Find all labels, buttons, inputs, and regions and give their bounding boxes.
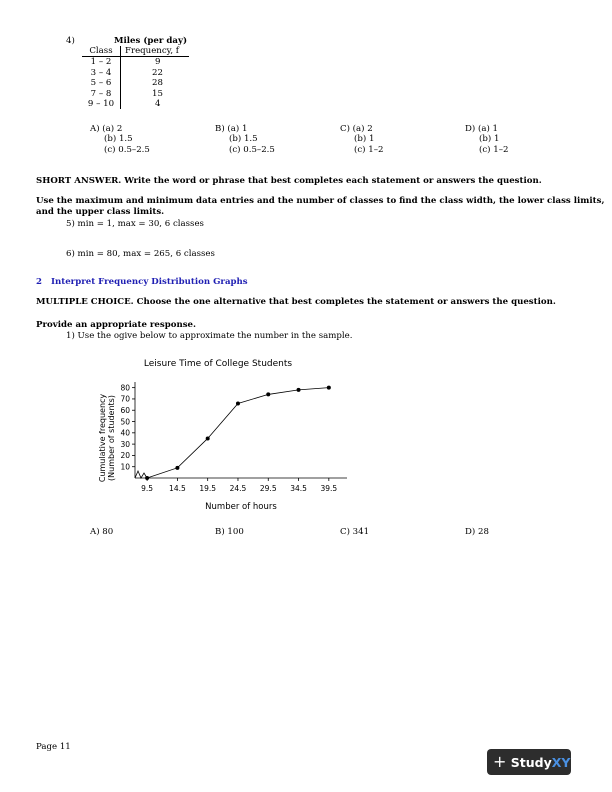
choice-c-part-b: (b) 1: [354, 134, 375, 145]
choice-a-part-b: (b) 1.5: [104, 134, 133, 145]
question-6: 6) min = 80, max = 265, 6 classes: [66, 249, 215, 259]
table-row: [82, 78, 189, 88]
table-title: Miles (per day): [114, 36, 188, 46]
choice-c-part-a: C) (a) 2: [340, 124, 373, 134]
y-tick-label: 40: [120, 428, 130, 438]
data-point: [236, 401, 240, 405]
x-axis-label: Number of hours: [205, 502, 277, 512]
y-tick-label: 80: [120, 383, 130, 393]
class-cell: 3 – 4: [82, 68, 121, 78]
class-cell: 7 – 8: [82, 89, 121, 99]
table-row: [82, 57, 189, 68]
choice-c-part-c: (c) 1–2: [354, 144, 384, 155]
choice-b-part-b: (b) 1.5: [229, 134, 258, 145]
choice-d[interactable]: [465, 124, 508, 155]
instruction-line-2: and the upper class limits.: [36, 207, 165, 217]
section-number: 2: [36, 277, 42, 287]
frequency-cell: 15: [152, 88, 163, 99]
table-row: [82, 68, 189, 78]
column-header-class: Class: [82, 46, 121, 57]
page-number: Page 11: [36, 742, 71, 752]
plus-icon: +: [493, 752, 507, 771]
x-tick-label: 9.5: [141, 484, 154, 493]
y-tick-label: 10: [120, 462, 130, 472]
data-point: [175, 466, 179, 470]
x-tick-label: 34.5: [290, 484, 307, 493]
ogive-chart: [90, 352, 360, 522]
section-header: [36, 277, 248, 287]
mc-choice-a[interactable]: A) 80: [90, 527, 114, 537]
y-tick-label: 50: [120, 417, 130, 427]
break-squiggle: [135, 471, 147, 478]
choice-a-part-a: A) (a) 2: [90, 124, 123, 134]
y-tick-label: 20: [120, 451, 130, 461]
choice-d-part-a: D) (a) 1: [465, 124, 499, 134]
choice-c[interactable]: [340, 124, 383, 155]
frequency-cell: 9: [155, 57, 161, 68]
class-cell: 1 – 2: [82, 57, 121, 68]
choice-a-part-c: (c) 0.5–2.5: [104, 144, 150, 155]
x-tick-label: 29.5: [259, 484, 277, 493]
choice-b-part-a: B) (a) 1: [215, 124, 248, 134]
choice-d-part-c: (c) 1–2: [479, 144, 509, 155]
x-tick-label: 39.5: [320, 484, 338, 493]
data-point: [266, 392, 270, 396]
question-number: 4): [66, 36, 75, 46]
data-point: [145, 476, 149, 480]
x-tick-label: 14.5: [169, 484, 186, 493]
table-header-row: [82, 46, 189, 57]
mc-choice-b[interactable]: B) 100: [215, 527, 244, 537]
y-axis-label-line-1: Cumulative frequency: [98, 393, 107, 483]
frequency-cell: 22: [152, 67, 163, 78]
section-title: Interpret Frequency Distribution Graphs: [50, 277, 248, 287]
y-tick-label: 70: [120, 394, 130, 404]
data-point: [206, 436, 210, 440]
class-cell: 5 – 6: [82, 78, 121, 88]
x-tick-label: 24.5: [229, 484, 247, 493]
y-ticks: [120, 383, 135, 471]
y-axis-label-line-2: (Number of students): [107, 395, 116, 481]
data-point: [327, 386, 331, 390]
ogive-points: [145, 386, 331, 480]
question-5: 5) min = 1, max = 30, 6 classes: [66, 219, 204, 229]
frequency-table: [82, 46, 189, 109]
logo-text-xy: XY: [551, 755, 571, 770]
logo-text-study: Study: [510, 755, 552, 770]
table-row: [82, 89, 189, 99]
mc-choice-d[interactable]: D) 28: [465, 527, 489, 537]
choice-b-part-c: (c) 0.5–2.5: [229, 144, 275, 155]
class-cell: 9 – 10: [82, 99, 121, 109]
question-1: 1) Use the ogive below to approximate the number in the sample.: [66, 331, 353, 341]
frequency-cell: 28: [152, 78, 163, 89]
short-answer-heading: SHORT ANSWER. Write the word or phrase that best completes each statement or answers the question.: [36, 176, 542, 186]
x-tick-label: 19.5: [199, 484, 217, 493]
column-header-frequency: Frequency, f: [121, 46, 190, 57]
choice-b[interactable]: [215, 124, 275, 155]
studyxy-logo[interactable]: [487, 749, 571, 775]
y-tick-label: 60: [120, 406, 130, 416]
multiple-choice-heading: MULTIPLE CHOICE. Choose the one alternative that best completes the statement or answers the question.: [36, 297, 556, 307]
x-ticks: [141, 478, 337, 493]
chart-title: Leisure Time of College Students: [143, 359, 293, 369]
ogive-line: [147, 388, 329, 478]
choice-a[interactable]: [90, 124, 150, 155]
mc-choice-c[interactable]: C) 341: [340, 527, 370, 537]
y-tick-label: 30: [120, 439, 130, 449]
frequency-cell: 4: [155, 99, 161, 110]
table-row: [82, 99, 189, 109]
choice-d-part-b: (b) 1: [479, 134, 500, 145]
axis-break-mark: [135, 471, 147, 478]
instruction-line-1: Use the maximum and minimum data entries and the number of classes to find the class width, the lower class limits,: [36, 196, 605, 206]
data-point: [297, 388, 301, 392]
provide-response-label: Provide an appropriate response.: [36, 320, 197, 330]
